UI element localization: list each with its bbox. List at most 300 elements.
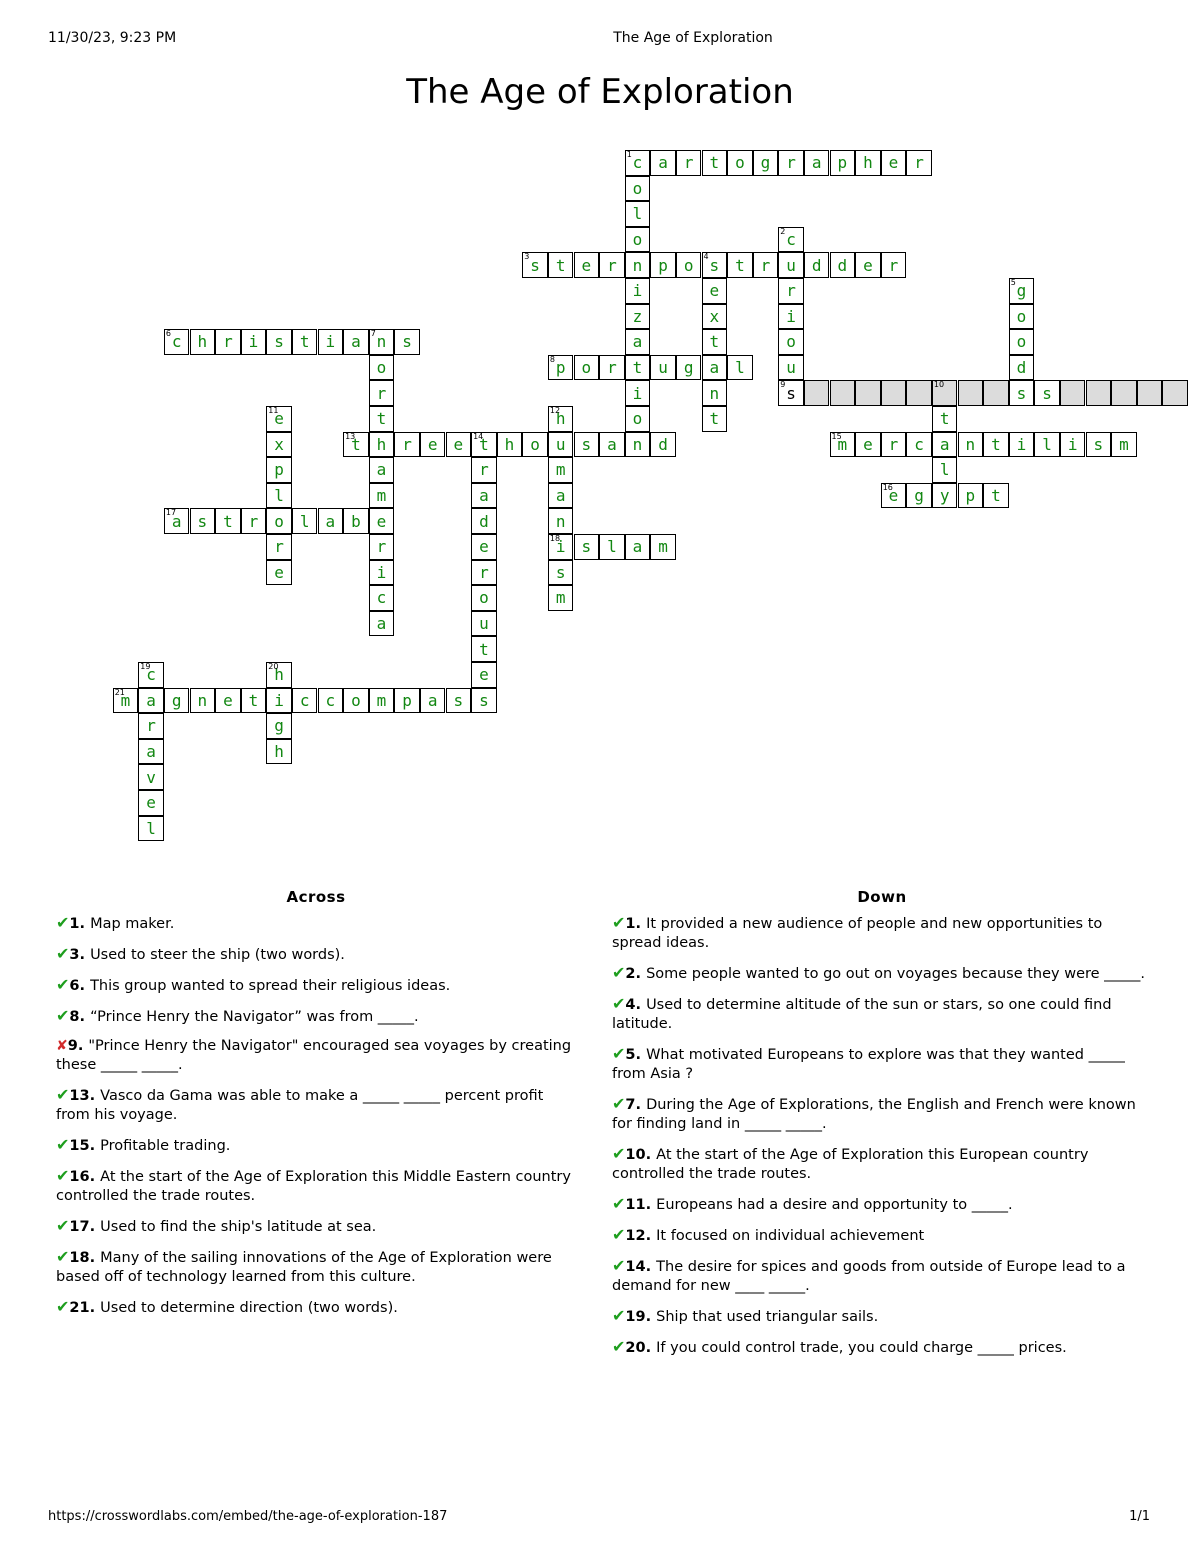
cell-letter: s [581,537,592,557]
crossword-cell[interactable] [138,816,164,842]
crossword-cell[interactable] [369,534,395,560]
clue-number: 2 [780,226,786,236]
crossword-cell[interactable] [215,329,241,355]
crossword-cell[interactable] [1034,432,1060,458]
cell-letter: n [555,511,566,531]
crossword-cell[interactable] [138,790,164,816]
clue-number: 20. [625,1340,657,1356]
clue-number: 21 [114,687,125,697]
crossword-cell[interactable] [369,483,395,509]
crossword-cell[interactable] [906,483,932,509]
cell-letter: l [1042,434,1052,454]
crossword-cell[interactable] [266,406,292,432]
crossword-cell[interactable] [343,329,369,355]
down-clue [612,1337,1152,1358]
crossword-cell[interactable] [702,329,728,355]
crossword-cell[interactable] [497,432,523,458]
cell-letter: o [274,511,284,531]
crossword-cell[interactable] [932,406,958,432]
crossword-cell[interactable] [138,662,164,688]
cell-letter: t [991,486,1001,506]
crossword-cell[interactable] [574,432,600,458]
crossword-cell[interactable] [266,457,292,483]
clue-number: 17 [165,508,177,518]
crossword-cell[interactable] [292,688,318,714]
crossword-cell[interactable] [113,688,139,714]
crossword-cell[interactable] [394,432,420,458]
crossword-cell[interactable] [266,560,292,586]
crossword-cell[interactable] [420,688,446,714]
cell-letter: t [709,153,720,173]
crossword-cell[interactable] [906,150,932,176]
crossword-cell[interactable] [625,176,651,202]
crossword-cell[interactable] [727,252,753,278]
cell-letter: e [479,537,489,557]
cell-letter: o [530,434,540,454]
cell-letter: u [479,614,489,634]
crossword-cell[interactable] [369,560,395,586]
crossword-cell[interactable] [702,406,728,432]
crossword-cell[interactable] [778,252,804,278]
crossword-cell[interactable] [548,406,574,432]
crossword-cell[interactable] [266,662,292,688]
crossword-cell[interactable] [471,534,497,560]
across-clue [56,944,576,965]
crossword-cell[interactable] [650,534,676,560]
cell-letter: t [991,434,1001,454]
crossword-cell[interactable] [753,252,779,278]
cell-letter: s [581,434,592,454]
clue-text: It focused on individual achievement [656,1228,925,1244]
crossword-cell[interactable] [190,508,216,534]
crossword-cell[interactable] [958,380,984,406]
crossword-cell[interactable] [1162,380,1188,406]
crossword-cell[interactable] [266,483,292,509]
cell-letter: s [1016,383,1027,403]
crossword-cell[interactable] [318,329,344,355]
crossword-cell[interactable] [292,508,318,534]
cell-letter: t [479,639,489,659]
cell-letter: r [274,537,284,557]
crossword-cell[interactable] [599,355,625,381]
crossword-cell[interactable] [241,508,267,534]
crossword-cell[interactable] [471,457,497,483]
crossword-cell[interactable] [266,432,292,458]
crossword-cell[interactable] [548,432,574,458]
crossword-cell[interactable] [471,662,497,688]
crossword-cell[interactable] [548,560,574,586]
crossword-cell[interactable] [625,534,651,560]
crossword-cell[interactable] [446,688,472,714]
crossword-cell[interactable] [625,304,651,330]
clue-number: 8 [549,354,555,364]
crossword-cell[interactable] [369,585,395,611]
cell-letter: r [248,511,259,531]
crossword-cell[interactable] [778,355,804,381]
crossword-cell[interactable] [932,380,958,406]
crossword-cell[interactable] [190,329,216,355]
crossword-cell[interactable] [1111,380,1137,406]
crossword-cell[interactable] [369,611,395,637]
crossword-cell[interactable] [1034,380,1060,406]
crossword-cell[interactable] [1009,304,1035,330]
clue-number: 21. [69,1300,101,1316]
crossword-cell[interactable] [369,508,395,534]
crossword-cell[interactable] [855,380,881,406]
crossword-cell[interactable] [343,688,369,714]
cell-letter: a [325,511,336,531]
crossword-cell[interactable] [702,304,728,330]
cell-letter: g [760,153,771,173]
down-clue [612,1256,1152,1296]
check-icon: ✔ [612,1144,626,1163]
cell-letter: r [786,153,796,173]
cell-letter: g [914,486,924,506]
cell-letter: i [786,306,796,326]
cell-letter: i [1067,434,1078,454]
crossword-cell[interactable] [1060,432,1086,458]
crossword-cell[interactable] [881,432,907,458]
crossword-cell[interactable] [266,739,292,765]
crossword-cell[interactable] [906,380,932,406]
cell-letter: s [274,332,284,352]
crossword-cell[interactable] [702,150,728,176]
cell-letter: e [581,255,592,275]
cell-letter: r [683,153,694,173]
cell-letter: i [555,537,566,557]
cell-letter: s [530,255,540,275]
crossword-cell[interactable] [804,380,830,406]
cell-letter: a [658,153,668,173]
crossword-cell[interactable] [369,355,395,381]
crossword-cell[interactable] [881,252,907,278]
cell-letter: o [632,409,643,429]
crossword-cell[interactable] [778,278,804,304]
crossword-cell[interactable] [702,252,728,278]
crossword-cell[interactable] [855,432,881,458]
crossword-cell[interactable] [676,355,702,381]
crossword-cell[interactable] [958,432,984,458]
crossword-cell[interactable] [548,355,574,381]
clue-text: At the start of the Age of Exploration this Middle Eastern country controlled the trade routes. [56,1169,571,1204]
cell-letter: p [837,153,848,173]
crossword-cell[interactable] [471,636,497,662]
crossword-cell[interactable] [369,406,395,432]
crossword-cell[interactable] [369,688,395,714]
crossword-cell[interactable] [932,457,958,483]
crossword-cell[interactable] [215,688,241,714]
cell-letter: g [171,690,182,710]
clue-number: 11. [625,1197,657,1213]
clue-text: Map maker. [90,916,175,932]
crossword-cell[interactable] [266,508,292,534]
clue-number: 1. [69,916,91,932]
cell-letter: c [171,332,182,352]
cell-letter: t [223,511,233,531]
crossword-cell[interactable] [369,380,395,406]
check-icon: ✔ [612,1256,626,1275]
crossword-cell[interactable] [369,432,395,458]
crossword-cell[interactable] [138,739,164,765]
crossword-cell[interactable] [471,611,497,637]
cell-letter: t [555,255,566,275]
crossword-cell[interactable] [625,432,651,458]
clue-text: At the start of the Age of Exploration this European country controlled the trade routes. [612,1147,1089,1182]
cell-letter: l [299,511,310,531]
check-icon: ✔ [56,1006,70,1025]
crossword-cell[interactable] [983,380,1009,406]
cell-letter: y [939,486,950,506]
clue-text: "Prince Henry the Navigator" encouraged sea voyages by creating these _____ _____. [56,1038,572,1073]
cell-letter: c [376,588,387,608]
crossword-cell[interactable] [650,432,676,458]
cell-letter: s [402,332,412,352]
cell-letter: s [1042,383,1052,403]
cell-letter: g [683,358,694,378]
crossword-cell[interactable] [266,713,292,739]
cell-letter: n [632,434,643,454]
clue-number: 14 [473,431,484,441]
crossword-cell[interactable] [625,278,651,304]
crossword-cell[interactable] [1137,380,1163,406]
crossword-cell[interactable] [1086,380,1112,406]
crossword-cell[interactable] [471,585,497,611]
crossword-cell[interactable] [1111,432,1137,458]
crossword-cell[interactable] [599,432,625,458]
cell-letter: m [555,588,566,608]
crossword-cell[interactable] [702,380,728,406]
crossword-cell[interactable] [241,688,267,714]
crossword-cell[interactable] [318,688,344,714]
check-icon: ✔ [56,913,70,932]
crossword-cell[interactable] [138,764,164,790]
crossword-cell[interactable] [778,304,804,330]
crossword-cell[interactable] [420,432,446,458]
crossword-cell[interactable] [881,483,907,509]
cell-letter: c [146,665,156,685]
down-clue [612,994,1152,1034]
crossword-cell[interactable] [650,150,676,176]
crossword-cell[interactable] [625,201,651,227]
cell-letter: i [248,332,259,352]
crossword-cell[interactable] [548,483,574,509]
cell-letter: n [632,255,643,275]
crossword-cell[interactable] [471,508,497,534]
crossword-cell[interactable] [983,432,1009,458]
cell-letter: e [453,434,464,454]
crossword-cell[interactable] [727,355,753,381]
crossword-cell[interactable] [932,483,958,509]
cell-letter: d [837,255,848,275]
crossword-cell[interactable] [753,150,779,176]
crossword-cell[interactable] [676,252,702,278]
cell-letter: o [581,358,592,378]
cell-letter: e [863,434,873,454]
crossword-cell[interactable] [599,534,625,560]
crossword-cell[interactable] [778,150,804,176]
crossword-cell[interactable] [830,150,856,176]
crossword-cell[interactable] [599,252,625,278]
cell-letter: r [607,255,617,275]
crossword-cell[interactable] [548,252,574,278]
cell-letter: h [274,742,284,762]
clue-text: During the Age of Explorations, the English and French were known for finding land in _____ _____. [612,1097,1136,1132]
crossword-cell[interactable] [548,508,574,534]
crossword-cell[interactable] [369,329,395,355]
crossword-cell[interactable] [1009,329,1035,355]
crossword-cell[interactable] [676,150,702,176]
cell-letter: o [735,153,745,173]
crossword-cell[interactable] [830,252,856,278]
crossword-cell[interactable] [548,457,574,483]
crossword-cell[interactable] [548,534,574,560]
cell-letter: o [786,332,796,352]
crossword-cell[interactable] [574,252,600,278]
crossword-cell[interactable] [394,688,420,714]
crossword-cell[interactable] [190,688,216,714]
check-icon: ✔ [612,963,626,982]
crossword-cell[interactable] [625,150,651,176]
crossword-cell[interactable] [266,534,292,560]
crossword-cell[interactable] [906,432,932,458]
crossword-cell[interactable] [548,585,574,611]
cell-letter: u [786,358,796,378]
crossword-cell[interactable] [574,355,600,381]
cell-letter: i [376,562,387,582]
crossword-cell[interactable] [266,688,292,714]
crossword-cell[interactable] [983,483,1009,509]
crossword-cell[interactable] [625,227,651,253]
crossword-cell[interactable] [215,508,241,534]
cell-letter: t [248,690,259,710]
cell-letter: i [325,332,336,352]
cell-letter: l [939,460,950,480]
check-icon: ✔ [612,1225,626,1244]
crossword-cell[interactable] [446,432,472,458]
crossword-cell[interactable] [702,355,728,381]
crossword-cell[interactable] [1009,380,1035,406]
cell-letter: e [479,665,489,685]
across-clue [56,1135,576,1156]
crossword-cell[interactable] [522,252,548,278]
check-icon: ✔ [56,1085,70,1104]
crossword-cell[interactable] [292,329,318,355]
crossword-cell[interactable] [778,329,804,355]
crossword-cell[interactable] [830,432,856,458]
crossword-cell[interactable] [804,150,830,176]
crossword-cell[interactable] [1009,432,1035,458]
crossword-cell[interactable] [471,483,497,509]
crossword-cell[interactable] [471,432,497,458]
check-icon: ✔ [612,1044,626,1063]
crossword-cell[interactable] [881,150,907,176]
cell-letter: a [632,332,643,352]
down-clue [612,1306,1152,1327]
crossword-cell[interactable] [164,329,190,355]
crossword-cell[interactable] [1009,278,1035,304]
crossword-cell[interactable] [727,150,753,176]
crossword-cell[interactable] [522,432,548,458]
clue-number: 10 [933,380,945,390]
down-clue [612,1044,1152,1084]
crossword-cell[interactable] [343,432,369,458]
check-icon: ✔ [612,913,626,932]
crossword-cell[interactable] [471,688,497,714]
crossword-cell[interactable] [138,713,164,739]
crossword-cell[interactable] [650,252,676,278]
cell-letter: l [274,486,284,506]
clue-number: 12. [625,1228,657,1244]
crossword-cell[interactable] [881,380,907,406]
crossword-cell[interactable] [574,534,600,560]
clue-number: 4 [703,252,709,262]
crossword-cell[interactable] [164,508,190,534]
crossword-cell[interactable] [625,380,651,406]
crossword-cell[interactable] [1009,355,1035,381]
cell-letter: a [479,486,489,506]
crossword-cell[interactable] [778,380,804,406]
crossword-cell[interactable] [855,150,881,176]
cell-letter: i [632,281,643,301]
cell-letter: h [555,409,566,429]
clue-number: 7 [370,329,376,339]
crossword-cell[interactable] [1086,432,1112,458]
crossword-cell[interactable] [318,508,344,534]
check-icon: ✔ [612,1306,626,1325]
crossword-cell[interactable] [830,380,856,406]
crossword-cell[interactable] [369,457,395,483]
crossword-cell[interactable] [625,329,651,355]
crossword-cell[interactable] [266,329,292,355]
crossword-cell[interactable] [650,355,676,381]
crossword-cell[interactable] [241,329,267,355]
cell-letter: e [888,153,899,173]
crossword-cell[interactable] [778,227,804,253]
crossword-cell[interactable] [625,406,651,432]
down-clue [612,1144,1152,1184]
crossword-cell[interactable] [804,252,830,278]
clue-text: Used to determine direction (two words). [100,1300,398,1316]
crossword-cell[interactable] [958,483,984,509]
crossword-cell[interactable] [932,432,958,458]
crossword-cell[interactable] [164,688,190,714]
crossword-cell[interactable] [1060,380,1086,406]
crossword-cell[interactable] [471,560,497,586]
cell-letter: s [786,383,796,403]
crossword-cell[interactable] [625,355,651,381]
cell-letter: r [914,153,924,173]
cell-letter: o [1016,306,1027,326]
crossword-cell[interactable] [138,688,164,714]
clue-text: Many of the sailing innovations of the Age of Exploration were based off of technology learned from this culture. [56,1250,552,1285]
crossword-cell[interactable] [625,252,651,278]
crossword-cell[interactable] [855,252,881,278]
across-clue [56,1037,576,1075]
print-page-number: 1/1 [1129,1509,1150,1524]
cell-letter: m [555,460,566,480]
cell-letter: t [735,255,745,275]
cell-letter: t [632,358,643,378]
cell-letter: a [632,537,643,557]
clue-number: 19. [625,1309,657,1325]
crossword-cell[interactable] [394,329,420,355]
across-clue [56,975,576,996]
crossword-cell[interactable] [702,278,728,304]
clue-number: 14. [625,1259,657,1275]
crossword-cell[interactable] [343,508,369,534]
cell-letter: e [146,793,156,813]
cell-letter: n [197,690,208,710]
